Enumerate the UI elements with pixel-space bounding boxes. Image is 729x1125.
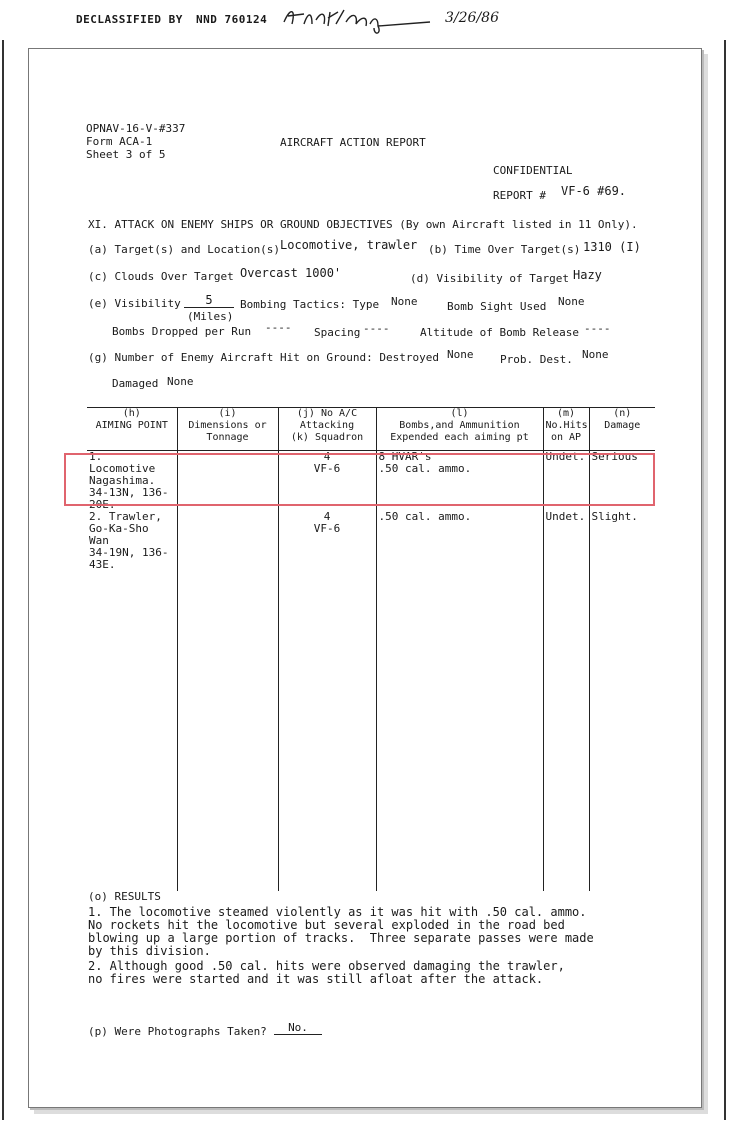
- tactics-value: None: [391, 295, 418, 308]
- classification: CONFIDENTIAL: [493, 164, 573, 177]
- form-id: OPNAV-16-V-#337: [86, 122, 186, 135]
- bombs-per-run-value: ----: [265, 321, 292, 334]
- time-value: 1310 (I): [583, 240, 641, 254]
- results-line: No rockets hit the locomotive but several exploded in the road bed: [88, 918, 565, 932]
- nnd-number: NND 760124: [196, 13, 268, 26]
- table-header-row: [87, 408, 655, 451]
- spacing-label: Spacing: [314, 326, 361, 339]
- results-line: by this division.: [88, 944, 211, 958]
- col-hits: (m) No.Hits on AP: [543, 408, 589, 451]
- scan-edge-left: [2, 40, 4, 1120]
- visibility-label: (e) Visibility: [88, 297, 181, 310]
- damage-cell: Slight.: [589, 511, 655, 891]
- report-title: AIRCRAFT ACTION REPORT: [280, 136, 426, 149]
- report-number: VF-6 #69.: [561, 184, 627, 198]
- target-value: Locomotive, trawler: [280, 238, 418, 252]
- hits-cell: Undet.: [543, 511, 589, 891]
- hits-cell: Undet.: [543, 451, 589, 512]
- altitude-label: Altitude of Bomb Release: [420, 326, 579, 339]
- ammunition-cell: 8 HVAR's .50 cal. ammo.: [376, 451, 543, 512]
- damaged-value: None: [167, 375, 194, 388]
- scan-edge-right: [724, 40, 726, 1120]
- damage-cell: Serious: [589, 451, 655, 512]
- tactics-label: Bombing Tactics: Type: [240, 298, 380, 311]
- declassified-label: DECLASSIFIED BY: [76, 13, 183, 26]
- visibility-unit: (Miles): [187, 310, 234, 323]
- col-aircraft: (j) No A/C Attacking (k) Squadron: [278, 408, 376, 451]
- destroyed-value: None: [447, 348, 474, 361]
- aircraft-cell: 4 VF-6: [278, 511, 376, 891]
- col-dimensions: (i) Dimensions or Tonnage: [177, 408, 278, 451]
- clouds-value: Overcast 1000': [240, 266, 342, 280]
- results-line: blowing up a large portion of tracks. Three separate passes were made: [88, 931, 594, 945]
- photos-value: No.: [274, 1021, 322, 1035]
- results-line: 1. The locomotive steamed violently as it was hit with .50 cal. ammo.: [88, 905, 587, 919]
- tonnage-cell: [177, 511, 278, 891]
- bomb-sight-value: None: [558, 295, 585, 308]
- declassified-date: 3/26/86: [445, 10, 499, 26]
- ammunition-cell: .50 cal. ammo.: [376, 511, 543, 891]
- bomb-sight-label: Bomb Sight Used: [447, 300, 547, 313]
- report-number-label: REPORT #: [493, 189, 546, 202]
- col-aiming-point: (h) AIMING POINT: [87, 408, 177, 451]
- visibility-target-value: Hazy: [573, 268, 602, 282]
- bombs-per-run-label: Bombs Dropped per Run: [112, 325, 252, 338]
- signature: [282, 4, 432, 34]
- aiming-point-cell: 2. Trawler, Go-Ka-Sho Wan 34-19N, 136- 43E.: [89, 510, 169, 571]
- aiming-point-cell: 1. Locomotive Nagashima. 34-13N, 136- 20E.: [89, 450, 169, 511]
- section-heading: XI. ATTACK ON ENEMY SHIPS OR GROUND OBJECTIVES (By own Aircraft listed in 11 Only).: [88, 218, 638, 231]
- sheet-number: Sheet 3 of 5: [86, 148, 166, 161]
- time-label: (b) Time Over Target(s): [428, 243, 581, 256]
- visibility-value: 5: [184, 293, 234, 308]
- col-ammunition: (l) Bombs,and Ammunition Expended each aiming pt: [376, 408, 543, 451]
- results-label: (o) RESULTS: [88, 890, 161, 903]
- aircraft-cell: 4 VF-6: [278, 451, 376, 512]
- spacing-value: ----: [363, 322, 390, 335]
- visibility-target-label: (d) Visibility of Target: [410, 272, 569, 285]
- highlight-box: [64, 453, 655, 506]
- table-row: [87, 511, 655, 891]
- results-line: no fires were started and it was still afloat after the attack.: [88, 972, 544, 986]
- damaged-label: Damaged: [112, 377, 159, 390]
- target-label: (a) Target(s) and Location(s): [88, 243, 281, 256]
- photos-label: (p) Were Photographs Taken?: [88, 1025, 267, 1038]
- col-damage: (n) Damage: [589, 408, 655, 451]
- aircraft-hit-label: (g) Number of Enemy Aircraft Hit on Ground: Destroyed: [88, 351, 439, 364]
- prob-dest-value: None: [582, 348, 609, 361]
- results-line: 2. Although good .50 cal. hits were observed damaging the trawler,: [88, 959, 565, 973]
- altitude-value: ----: [584, 322, 611, 335]
- clouds-label: (c) Clouds Over Target: [88, 270, 234, 283]
- prob-dest-label: Prob. Dest.: [500, 353, 573, 366]
- form-name: Form ACA-1: [86, 135, 153, 148]
